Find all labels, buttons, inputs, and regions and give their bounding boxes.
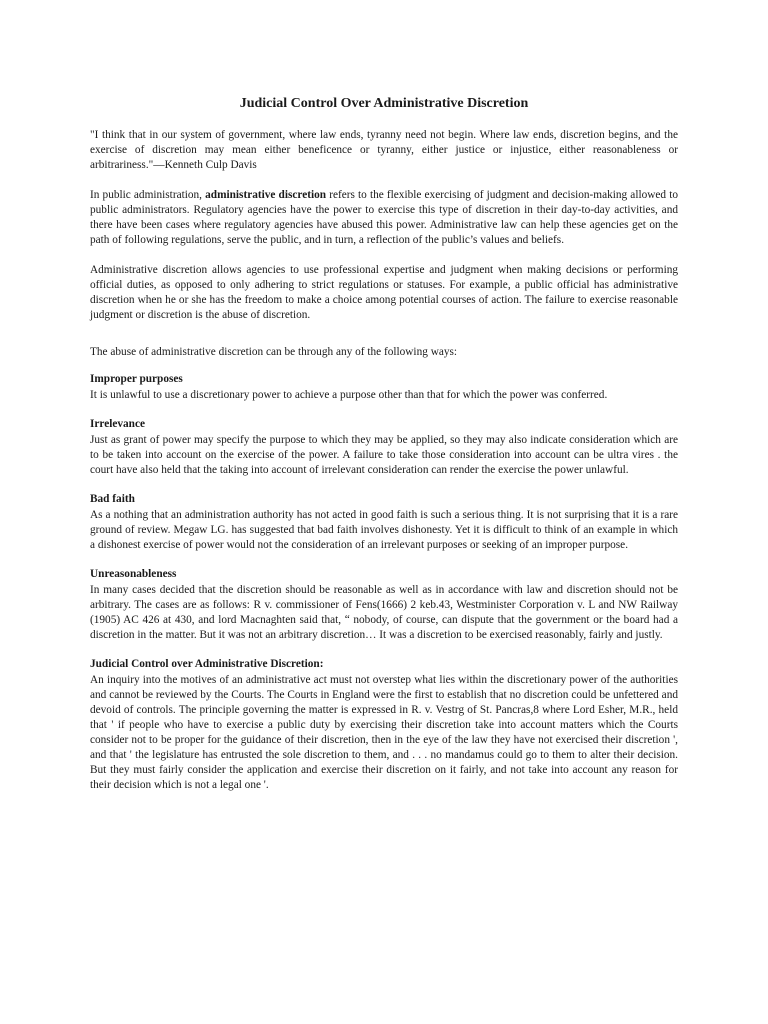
paragraph-definition-lead: In public administration,	[90, 189, 206, 201]
section-body: Just as grant of power may specify the purpose to which they may be applied, so they may also indicate consideration which are to be taken into account on the exercise of the power. A failure to take those consideration into account can be ultra vires . the court have also held that the taking into account of irrelevant consideration can render the exercise the power unlawful.	[90, 434, 678, 476]
paragraph-abuse-intro: The abuse of administrative discretion can be through any of the following ways:	[90, 346, 458, 358]
section-heading: Judicial Control over Administrative Discretion:	[90, 658, 324, 670]
section-heading: Improper purposes	[90, 373, 183, 385]
section-body: It is unlawful to use a discretionary power to achieve a purpose other than that for which the power was conferred.	[90, 389, 608, 401]
document-title: Judicial Control Over Administrative Discretion	[239, 96, 529, 111]
section-bad-faith	[90, 492, 678, 553]
opening-quote: "I think that in our system of government, where law ends, tyranny need not begin. Where law ends, discretion begins, and the exercise of discretion may mean either beneficence or tyranny, either justice or injustice, either reasonableness or arbitrariness."—Kenneth Culp Davis	[90, 129, 678, 171]
section-unreasonableness	[90, 567, 678, 643]
section-improper-purposes	[90, 372, 678, 403]
section-heading: Unreasonableness	[90, 568, 177, 580]
section-body: An inquiry into the motives of an administrative act must not overstep what lies within the discretionary power of the authorities and cannot be reviewed by the Courts. The Courts in England were the first to establish that no discretion could be unfettered and devoid of controls. The principle governing the matter is expressed in R. v. Vestrg of St. Pancras,8 where Lord Esher, M.R., held that ' if people who have to exercise a public duty by exercising their discretion take into account matters which the Courts consider not to be proper for the guidance of their discretion, then in the eye of the law they have not exercised their discretion ', and that ' the legislature has entrusted the sole discretion to them, and . . . no mandamus could go to them to alter their decision. But they must fairly consider the application and exercise their discretion on it fairly, and not take into account any reason for their decision which is not a legal one '.	[90, 674, 678, 791]
paragraph-definition	[90, 188, 678, 248]
section-heading: Irrelevance	[90, 418, 145, 430]
paragraph-definition-rest: refers to the flexible exercising of judgment and decision-making allowed to public administrators. Regulatory agencies have the power to exercise this type of discretion in their day-to-day activities, and there have been cases where regulatory agencies have abused this power. Administrative law can help these agencies get on the path of following regulations, serve the public, and in turn, a reflection of the public’s values and beliefs.	[90, 189, 678, 246]
paragraph-discretion-usage: Administrative discretion allows agencies to use professional expertise and judgment when making decisions or performing official duties, as opposed to only adhering to strict regulations or statuses. For example, a public official has administrative discretion when he or she has the freedom to make a choice among potential courses of action. The failure to exercise reasonable judgment or discretion is the abuse of discretion.	[90, 264, 678, 321]
section-heading: Bad faith	[90, 493, 135, 505]
key-term: administrative discretion	[205, 189, 327, 201]
section-body: In many cases decided that the discretion should be reasonable as well as in accordance with law and discretion should not be arbitrary. The cases are as follows: R v. commissioner of Fens(1666) 2 keb.43, Westminister Corporation v. L and NW Railway (1905) AC 426 at 430, and lord Macnaghten said that, “ nobody, of course, can dispute that the government or the board had a discretion in the matter. But it was not an arbitrary discretion… It was a discretion to be exercised reasonably, fairly and justly.	[90, 584, 678, 641]
section-judicial-control	[90, 657, 678, 793]
section-irrelevance	[90, 417, 678, 478]
section-body: As a nothing that an administration authority has not acted in good faith is such a serious thing. It is not surprising that it is a rare ground of review. Megaw LG. has suggested that bad faith involves dishonesty. Yet it is difficult to think of an example in which a dishonest exercise of power would not the consideration of an irrelevant purposes or seeking of an improper purpose.	[90, 509, 678, 551]
